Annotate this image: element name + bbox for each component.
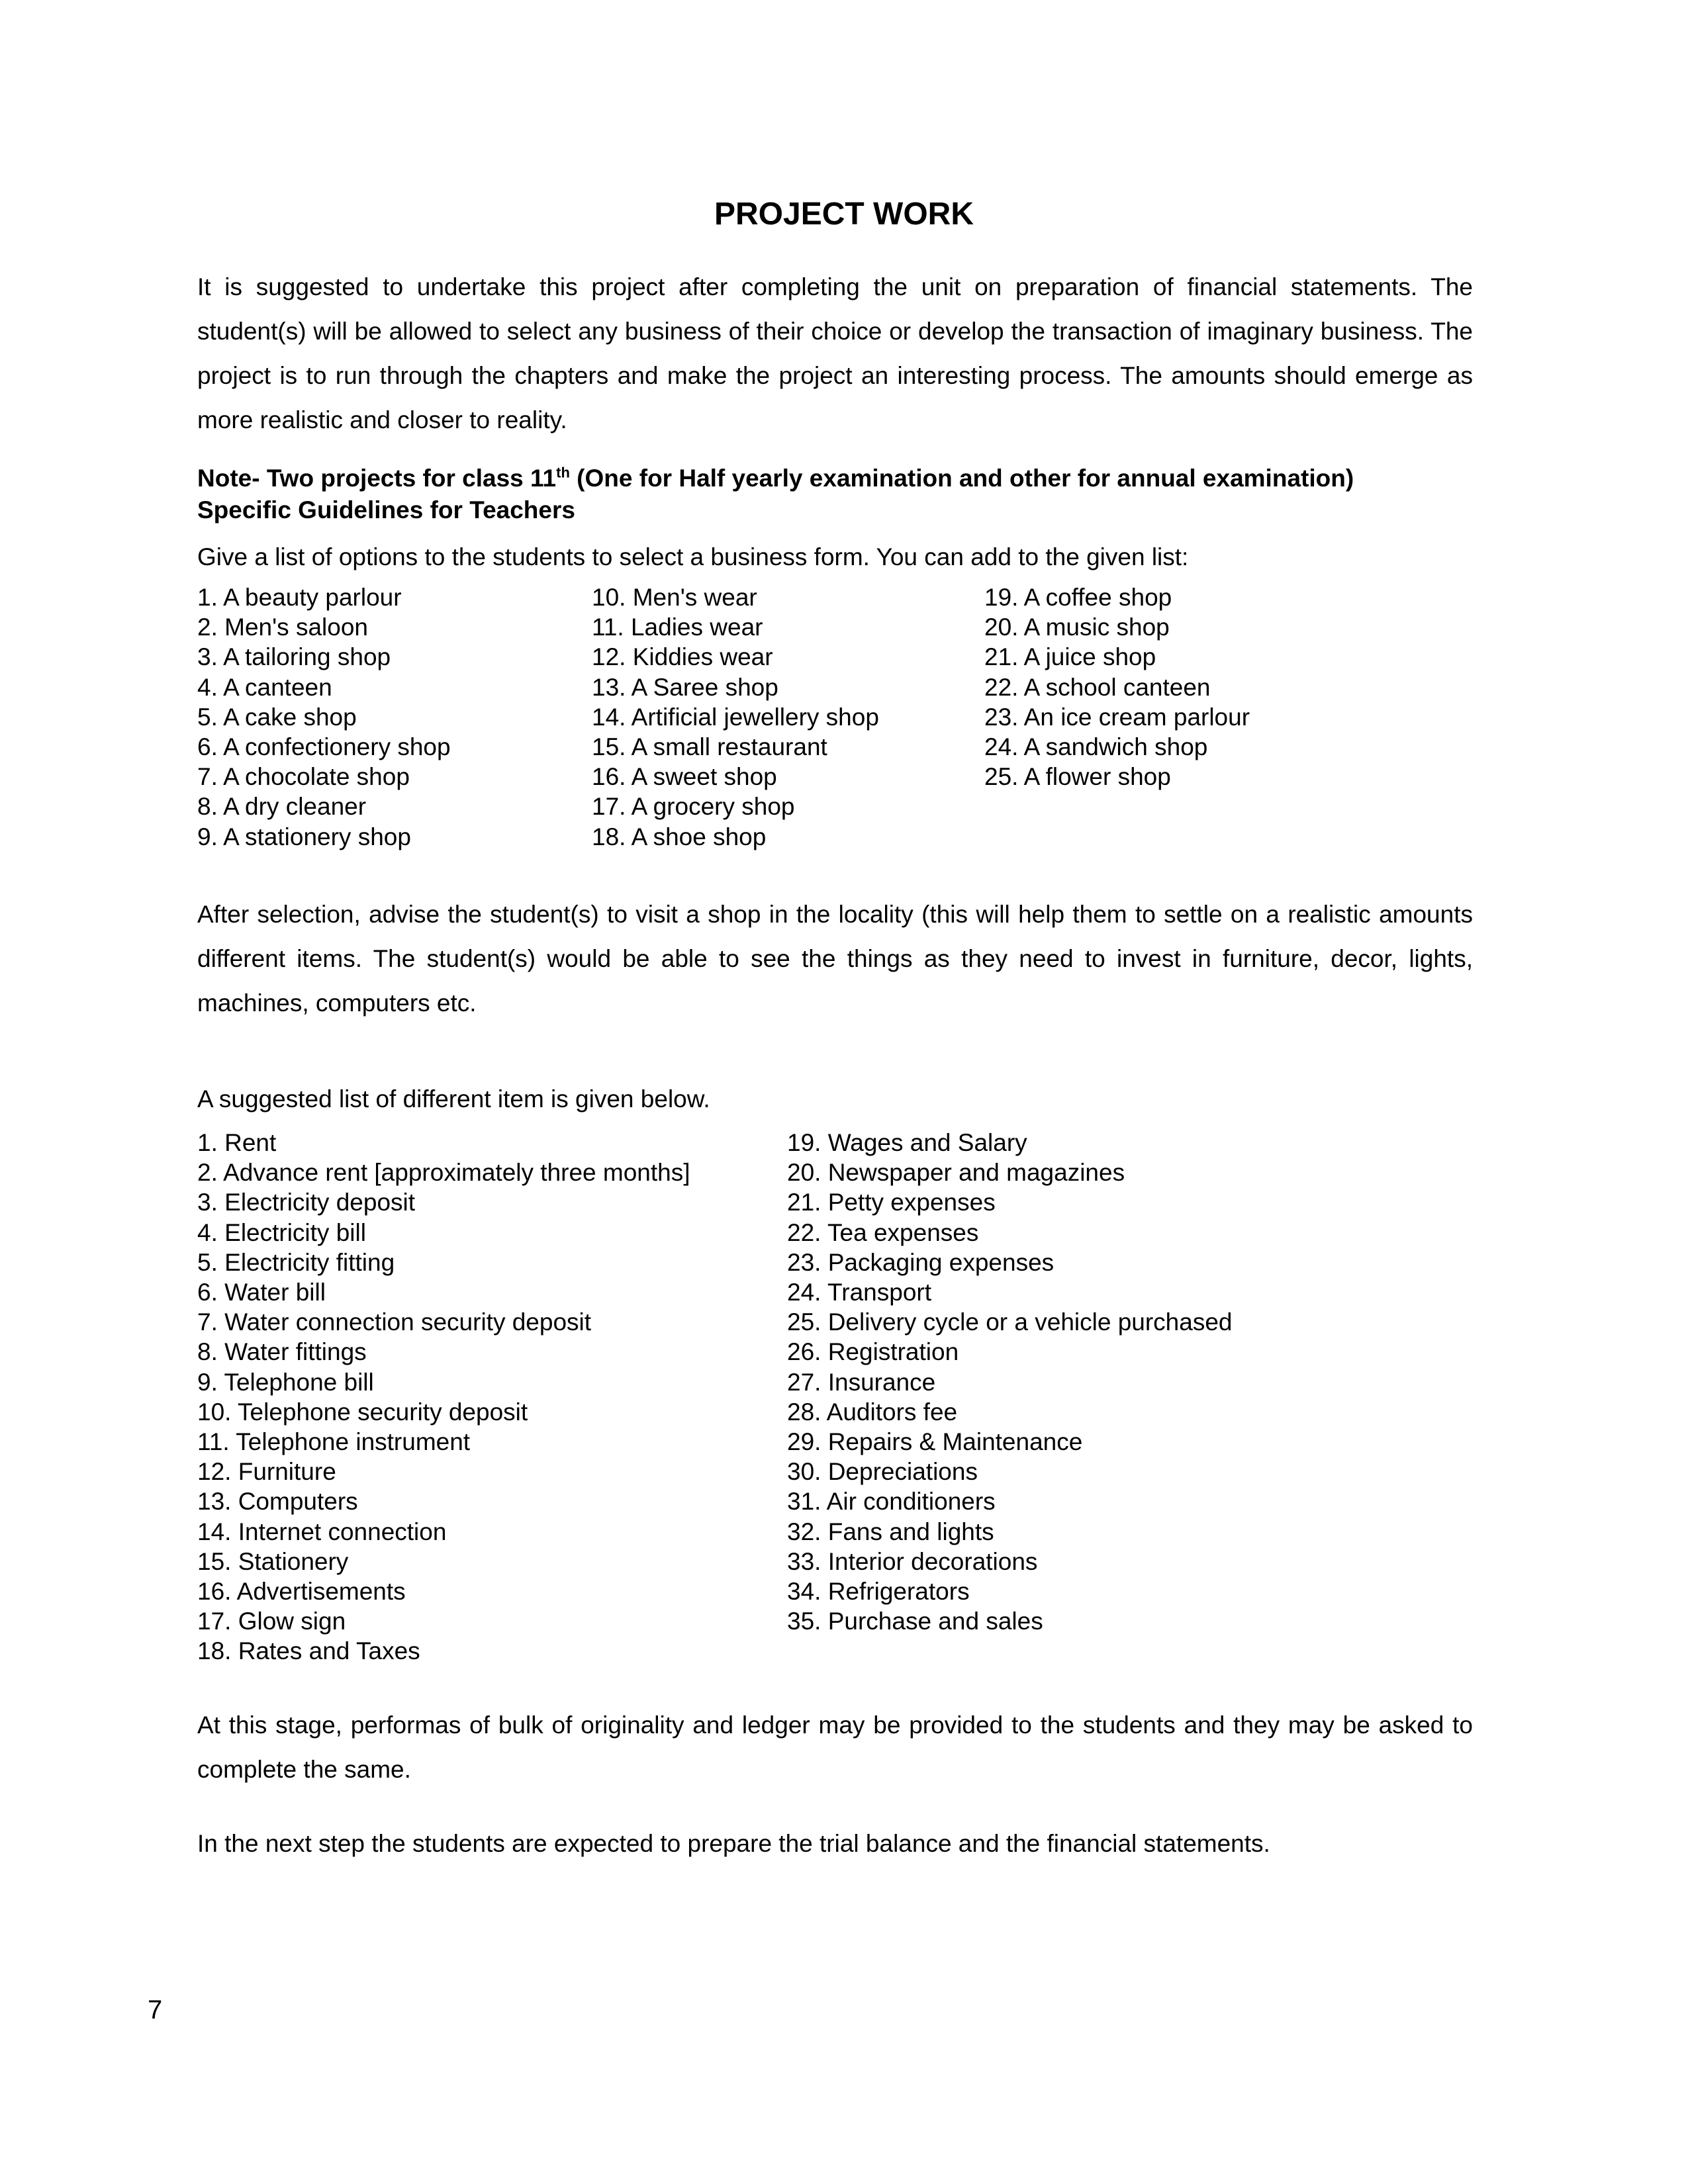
list-item: 20. Newspaper and magazines [787,1159,1125,1187]
list-item: 1. Rent [197,1129,277,1156]
list-item: 9. Telephone bill [197,1368,374,1396]
list-item: 13. Computers [197,1488,358,1516]
list-item: 2. Advance rent [approximately three months] [197,1159,690,1187]
note-superscript: th [556,464,570,481]
list-item: 34. Refrigerators [787,1578,970,1606]
list-item: 28. Auditors fee [787,1398,958,1426]
list-item: 25. Delivery cycle or a vehicle purchased [787,1308,1233,1336]
list-item: 5. A cake shop [197,703,357,731]
list-item: 20. A music shop [984,614,1170,641]
list-item: 8. A dry cleaner [197,793,367,821]
list-item: 32. Fans and lights [787,1518,994,1545]
list-item: 18. Rates and Taxes [197,1637,420,1665]
note-text: Note- Two projects for class 11 [197,465,557,492]
list-item: 23. Packaging expenses [787,1248,1055,1276]
items-list-column-2 [787,1128,1233,1636]
list-item: 4. Electricity bill [197,1218,366,1246]
after-selection-paragraph: After selection, advise the student(s) to visit a shop in the locality (this will help them to settle on a realistic amounts different items. The student(s) would be able to see the things as they need to invest in furniture, decor, lights, machines, computers etc. [197,901,1473,1017]
list-item: 19. Wages and Salary [787,1129,1027,1156]
list-item: 7. A chocolate shop [197,763,410,791]
list-item: 30. Depreciations [787,1458,978,1486]
list-item: 15. A small restaurant [592,733,827,761]
list-item: 22. A school canteen [984,673,1211,701]
intro-paragraph: It is suggested to undertake this project after completing the unit on preparation of financial statements. The student(s) will be allowed to select any business of their choice or develop the transaction of imaginary business. The project is to run through the chapters and make the project an interesting process. The amounts should emerge as more realistic and closer to reality. [197,273,1473,433]
next-step-paragraph: In the next step the students are expected to prepare the trial balance and the financial statements. [197,1830,1270,1857]
list-item: 6. Water bill [197,1279,326,1306]
list-item: 3. A tailoring shop [197,643,391,671]
list-item: 4. A canteen [197,673,332,701]
list-item: 12. Kiddies wear [592,643,773,671]
list-item: 21. A juice shop [984,643,1156,671]
list-item: 11. Telephone instrument [197,1428,471,1456]
list-item: 14. Internet connection [197,1518,447,1545]
list-item: 10. Men's wear [592,584,757,611]
performas-paragraph: At this stage, performas of bulk of originality and ledger may be provided to the students and they may be asked to complete the same. [197,1711,1473,1783]
note-heading [197,463,1473,494]
list-item: 9. A stationery shop [197,823,411,850]
list-item: 23. An ice cream parlour [984,703,1250,731]
list-item: 21. Petty expenses [787,1189,996,1216]
list-item: 3. Electricity deposit [197,1189,416,1216]
list-item: 15. Stationery [197,1547,349,1575]
list-item: 25. A flower shop [984,763,1171,791]
list-item: 16. A sweet shop [592,763,777,791]
list-item: 13. A Saree shop [592,673,778,701]
business-list-column-3 [984,582,1250,792]
list-item: 1. A beauty parlour [197,584,402,611]
list-item: 24. A sandwich shop [984,733,1208,761]
list-item: 22. Tea expenses [787,1218,979,1246]
list-item: 24. Transport [787,1279,932,1306]
list-item: 14. Artificial jewellery shop [592,703,879,731]
page-number: 7 [148,1995,163,2025]
list-item: 6. A confectionery shop [197,733,451,761]
list-item: 35. Purchase and sales [787,1608,1043,1635]
list-item: 19. A coffee shop [984,584,1172,611]
list-item: 29. Repairs & Maintenance [787,1428,1083,1456]
list-item: 33. Interior decorations [787,1547,1038,1575]
list-item: 12. Furniture [197,1458,336,1486]
business-list-column-1 [197,582,451,852]
list-item: 2. Men's saloon [197,614,368,641]
list-item: 16. Advertisements [197,1578,406,1606]
business-intro: Give a list of options to the students to select a business form. You can add to the given list: [197,543,1189,570]
list-item: 26. Registration [787,1338,959,1366]
list-item: 31. Air conditioners [787,1488,996,1516]
list-item: 5. Electricity fitting [197,1248,395,1276]
note-text-suffix: (One for Half yearly examination and other for annual examination) [569,465,1354,492]
list-item: 7. Water connection security deposit [197,1308,592,1336]
page-title: PROJECT WORK [714,197,974,232]
list-item: 10. Telephone security deposit [197,1398,528,1426]
items-list-column-1 [197,1128,690,1666]
guidelines-heading: Specific Guidelines for Teachers [197,496,575,523]
list-item: 17. Glow sign [197,1608,346,1635]
list-item: 11. Ladies wear [592,614,763,641]
list-item: 18. A shoe shop [592,823,767,850]
list-item: 17. A grocery shop [592,793,795,821]
business-list-column-2 [592,582,879,852]
items-intro: A suggested list of different item is given below. [197,1085,710,1113]
list-item: 8. Water fittings [197,1338,367,1366]
list-item: 27. Insurance [787,1368,936,1396]
